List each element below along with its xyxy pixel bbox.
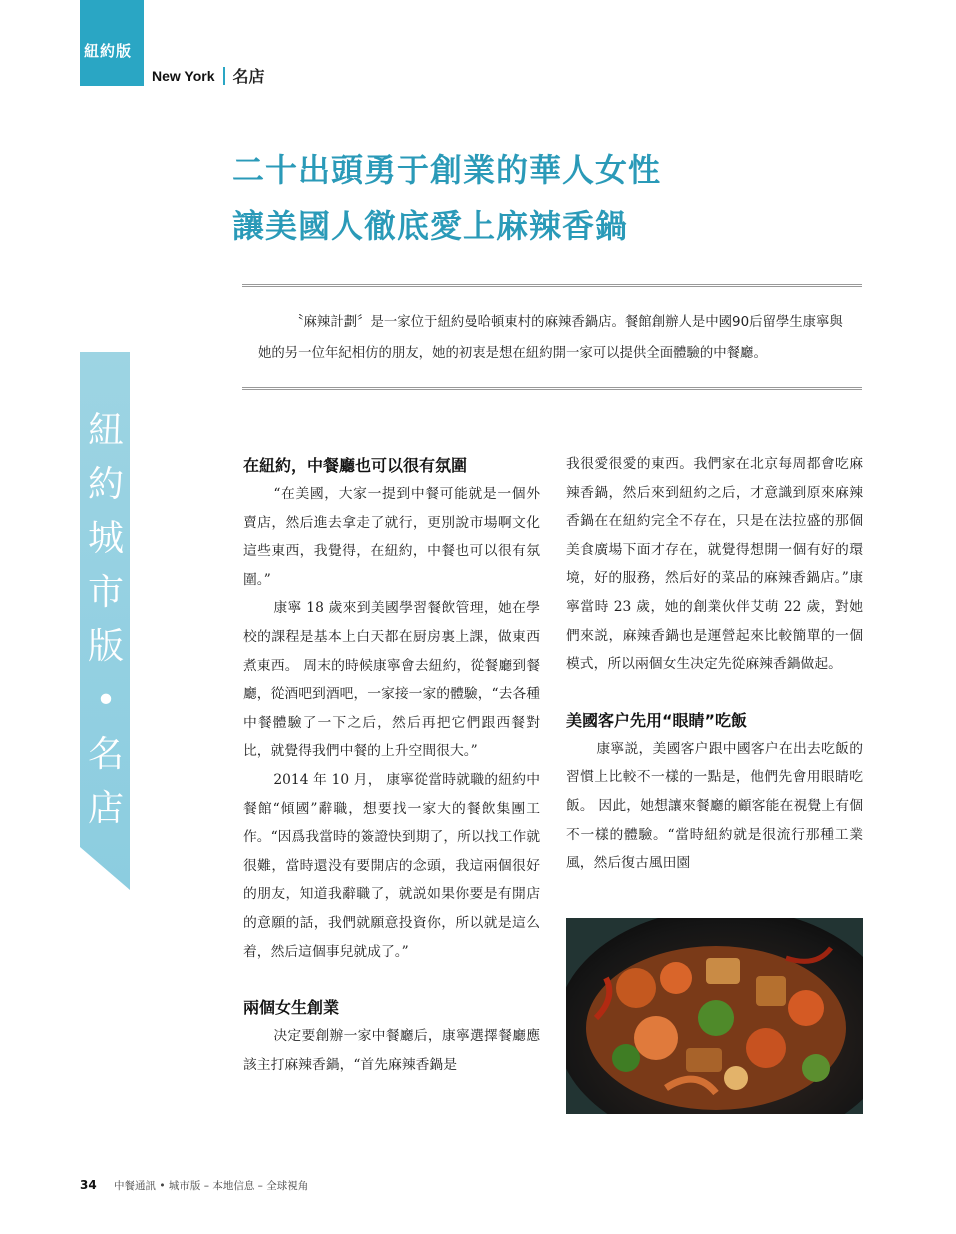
edition-label: 紐約版 [84, 42, 133, 60]
footer-tagline: 中餐通訊 • 城市版 – 本地信息 – 全球視角 [114, 1180, 309, 1192]
body-paragraph: “在美國，大家一提到中餐可能就是一個外賣店，然后進去拿走了就行，更別說市場啊文化這些東西，我覺得，在紐約，中餐也可以很有氛圍。” [243, 486, 540, 588]
banner-char: 店 [87, 788, 124, 829]
article-headline [232, 142, 661, 254]
article-column-1 [243, 452, 540, 1079]
body-paragraph: 决定要創辦一家中餐廳后，康寧選擇餐廳應該主打麻辣香鍋，“首先麻辣香鍋是 [243, 1028, 540, 1073]
banner-char: • [95, 680, 117, 721]
body-paragraph: 我很愛很愛的東西。我們家在北京每周都會吃麻辣香鍋，然后來到紐約之后，才意識到原來麻辣香鍋在在紐約完全不存在，只是在法拉盛的那個美食廣場下面才存在，就覺得想開一個有好的環境，好的服務，然后好的菜品的麻辣香鍋店。”康寧當時 23 歲，她的創業伙伴艾萌 22 歲，對她們來説，麻辣香鍋也是運營起來比較簡單的一個模式，所以兩個女生决定先從麻辣香鍋做起。 [566, 456, 863, 673]
banner-char: 城 [87, 518, 124, 559]
subheading-atmosphere: 在紐約，中餐廳也可以很有氛圍 [243, 456, 468, 475]
headline-line-1: 二十出頭勇于創業的華人女性 [232, 151, 662, 189]
banner-char: 版 [87, 626, 124, 667]
section-label: 名店 [232, 67, 265, 86]
vertical-banner-title [80, 404, 132, 836]
headline-line-2: 讓美國人徹底愛上麻辣香鍋 [232, 207, 629, 245]
page-number: 34 [80, 1178, 97, 1192]
subheading-eyes: 美國客户先用“眼睛”吃飯 [566, 710, 748, 730]
section-header [152, 64, 265, 87]
city-label: New York [152, 67, 215, 84]
body-paragraph: 康寧 18 歲來到美國學習餐飲管理，她在學校的課程是基本上白天都在厨房裏上課，做東西煮東西。 周末的時候康寧會去紐約，從餐廳到餐廳，從酒吧到酒吧，一家接一家的體驗，“去各種中餐體驗了一下之后，然后再把它們跟西餐對比，就覺得我們中餐的上升空間很大。” [243, 600, 540, 760]
subheading-two-women: 兩個女生創業 [243, 998, 340, 1018]
page-footer [80, 1178, 308, 1193]
article-column-2 [566, 450, 863, 878]
banner-char: 約 [87, 464, 124, 505]
banner-char: 市 [87, 572, 124, 613]
banner-char: 名 [87, 734, 124, 775]
body-paragraph: 康寧説，美國客户跟中國客户在出去吃飯的習慣上比較不一樣的一點是，他們先會用眼睛吃飯。 因此，她想讓來餐廳的顧客能在視覺上有個不一樣的體驗。“當時紐約就是很流行那種工業風，然后復古風田園 [566, 740, 863, 872]
header-divider [223, 67, 225, 85]
lead-paragraph-box [242, 284, 862, 390]
banner-char: 紐 [87, 410, 124, 451]
dish-illustration [566, 918, 863, 1114]
mala-xiangguo-photo [566, 918, 863, 1114]
body-paragraph: 2014 年 10 月， 康寧從當時就職的紐約中餐館“傾國”辭職，想要找一家大的餐飲集團工作。“因爲我當時的簽證快到期了，所以找工作就很難，當時還没有要開店的念頭，我這兩個很好的朋友，知道我辭職了，就説如果你要是有開店的意願的話，我們就願意投資你，所以就是這么着，然后這個事兒就成了。” [243, 771, 540, 960]
lead-paragraph: 〝麻辣計劃〞是一家位于紐約曼哈頓東村的麻辣香鍋店。餐館創辦人是中國90后留學生康寧與她的另一位年紀相仿的朋友，她的初衷是想在紐約開一家可以提供全面體驗的中餐廳。 [258, 315, 843, 361]
